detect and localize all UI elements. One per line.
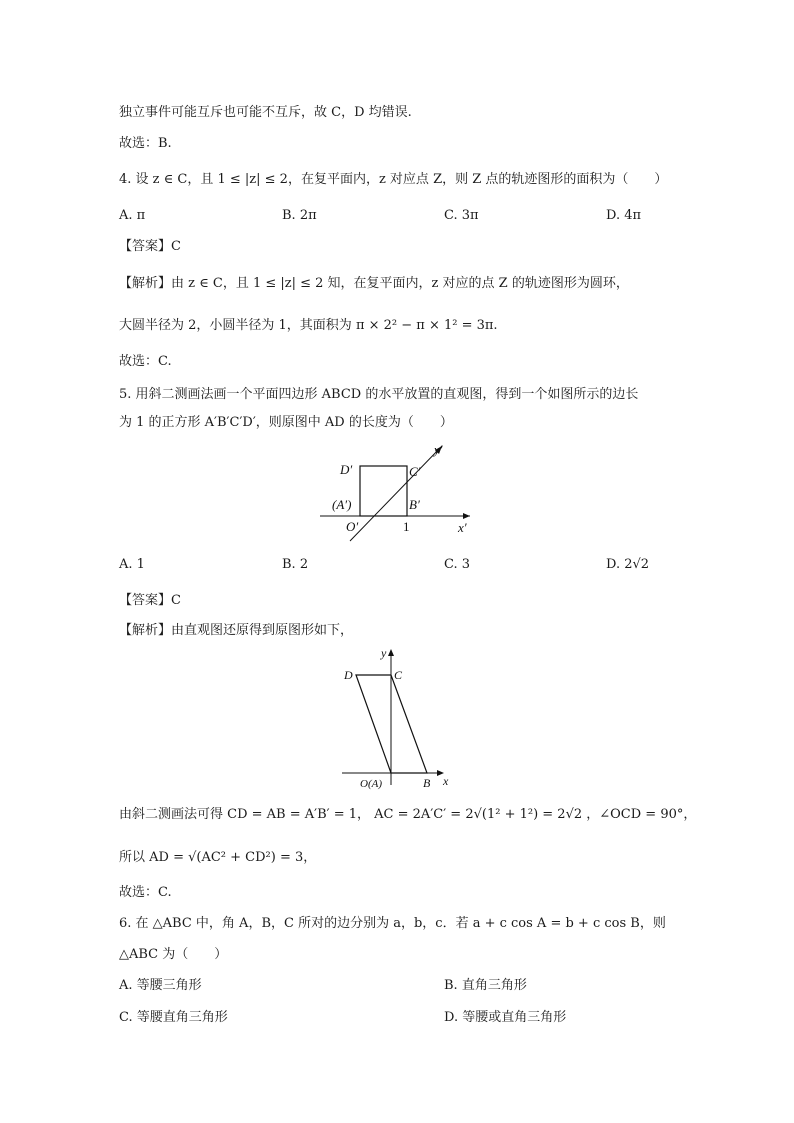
label-a-prime: (A′) xyxy=(332,497,352,512)
label-x-prime: x′ xyxy=(458,520,467,535)
q6-option-b: B. 直角三角形 xyxy=(444,978,527,993)
prev-line-1: 独立事件可能互斥也可能不互斥，故 C，D 均错误. xyxy=(119,105,412,120)
q5-answer: 【答案】C xyxy=(119,593,181,608)
q6-stem-2: △ABC 为（ ） xyxy=(119,947,228,962)
q4-analysis-1: 【解析】由 z ∈ C，且 1 ≤ |z| ≤ 2 知，在复平面内，z 对应的点 Z 的轨迹图形为圆环， xyxy=(119,276,629,291)
q5-stem-2: 为 1 的正方形 A′B′C′D′，则原图中 AD 的长度为（ ） xyxy=(119,415,453,430)
label-o-prime: O′ xyxy=(346,519,359,534)
label-b-prime: B′ xyxy=(409,497,420,512)
original-figure xyxy=(330,645,460,793)
q5-option-d: D. 2√2 xyxy=(606,557,650,572)
prev-line-2: 故选：B. xyxy=(119,136,172,151)
label-c-prime: C′ xyxy=(409,464,421,479)
label-y: y xyxy=(381,646,387,660)
label-d: D xyxy=(344,668,353,682)
x-axis-arrow xyxy=(463,513,470,519)
q5-calc-1: 由斜二测画法可得 CD = AB = A′B′ = 1， AC = 2A′C′ = 2√(1² + 1²) = 2√2 ，∠OCD = 90°， xyxy=(119,807,697,822)
q6-option-a: A. 等腰三角形 xyxy=(119,978,202,993)
q4-stem: 4. 设 z ∈ C，且 1 ≤ |z| ≤ 2，在复平面内，z 对应点 Z，则 Z 点的轨迹图形的面积为（ ） xyxy=(119,172,668,187)
label-d-prime: D′ xyxy=(340,462,353,477)
label-x: x xyxy=(443,774,449,788)
label-y-prime: y′ xyxy=(434,442,443,457)
q4-option-b: B. 2π xyxy=(282,208,317,223)
q6-option-c: C. 等腰直角三角形 xyxy=(119,1010,228,1025)
square-a-b-c-d-prime xyxy=(360,466,407,516)
q4-conclusion: 故选：C. xyxy=(119,354,172,369)
q5-analysis-1: 【解析】由直观图还原得到原图形如下， xyxy=(119,623,354,638)
y-prime-axis xyxy=(350,446,442,541)
label-one: 1 xyxy=(403,519,410,534)
q4-analysis-2: 大圆半径为 2，小圆半径为 1，其面积为 π × 2² − π × 1² = 3π. xyxy=(119,318,498,333)
q5-stem-1: 5. 用斜二测画法画一个平面四边形 ABCD 的水平放置的直观图，得到一个如图所示的边长 xyxy=(119,387,639,402)
q5-option-c: C. 3 xyxy=(444,557,471,572)
q4-option-d: D. 4π xyxy=(606,208,642,223)
q5-option-b: B. 2 xyxy=(282,557,309,572)
label-b: B xyxy=(423,776,431,790)
label-c: C xyxy=(394,668,403,682)
q4-option-c: C. 3π xyxy=(444,208,479,223)
label-o-a: O(A) xyxy=(360,778,382,790)
oblique-view-figure xyxy=(310,436,490,546)
q6-option-d: D. 等腰或直角三角形 xyxy=(444,1010,567,1025)
q4-option-a: A. π xyxy=(119,208,146,223)
q5-calc-2: 所以 AD = √(AC² + CD²) = 3， xyxy=(119,850,317,865)
y-axis-arrow xyxy=(388,649,394,656)
q4-answer: 【答案】C xyxy=(119,239,181,254)
q5-option-a: A. 1 xyxy=(119,557,145,572)
q5-conclusion: 故选：C. xyxy=(119,885,172,900)
q6-stem-1: 6. 在 △ABC 中，角 A，B，C 所对的边分别为 a，b，c．若 a + c cos A = b + c cos B，则 xyxy=(119,916,666,931)
